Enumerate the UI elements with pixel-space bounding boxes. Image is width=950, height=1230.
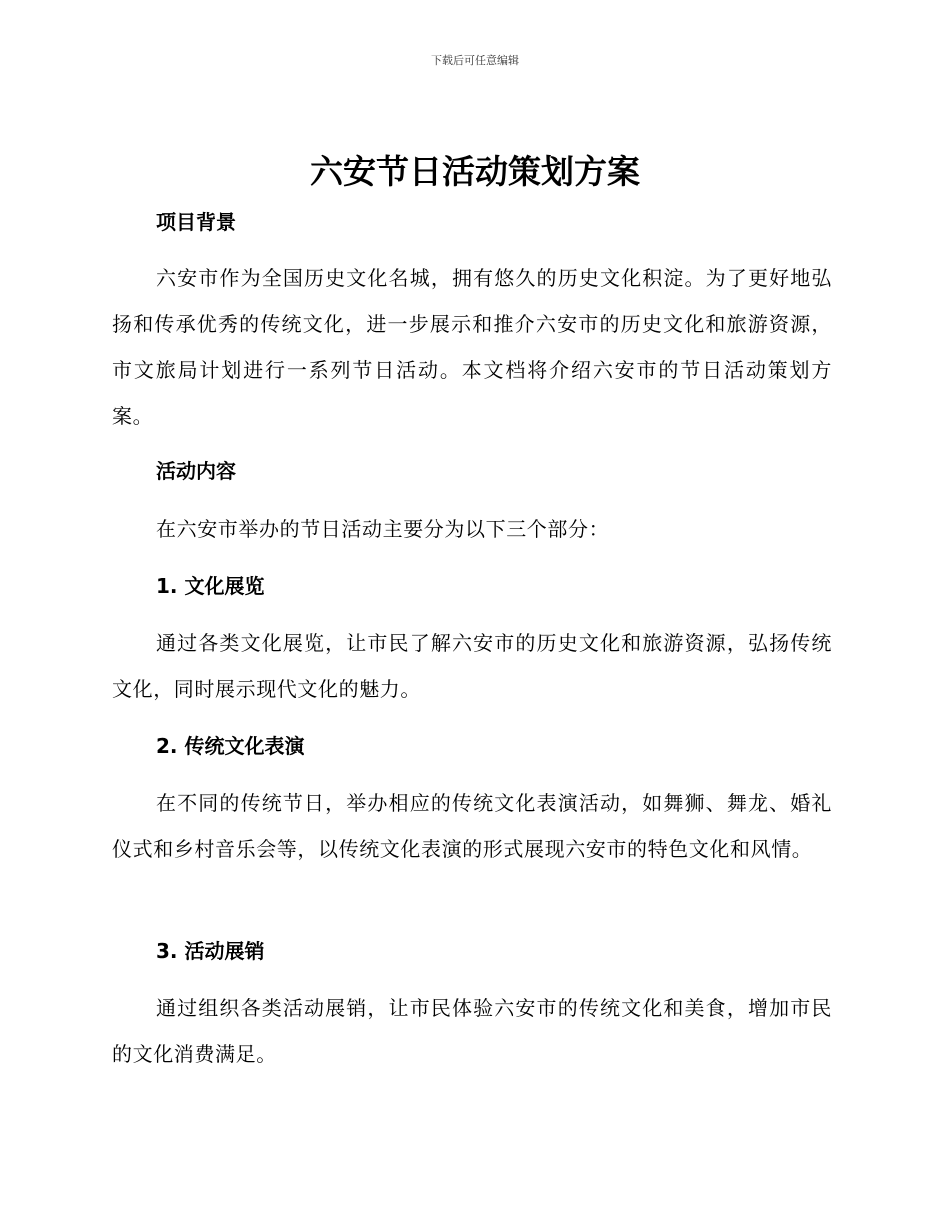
header-note: 下载后可任意编辑 bbox=[431, 54, 519, 67]
section-heading-part3: 3. 活动展销 bbox=[156, 939, 265, 963]
paragraph-part1: 通过各类文化展览，让市民了解六安市的历史文化和旅游资源，弘扬传统文化，同时展示现代文化的魅力。 bbox=[112, 631, 832, 701]
section-heading-background: 项目背景 bbox=[156, 210, 236, 234]
paragraph-content-intro: 在六安市举办的节日活动主要分为以下三个部分： bbox=[156, 517, 610, 541]
section-heading-content: 活动内容 bbox=[156, 459, 236, 483]
paragraph-part3: 通过组织各类活动展销，让市民体验六安市的传统文化和美食，增加市民的文化消费满足。 bbox=[112, 996, 832, 1066]
paragraph-background: 六安市作为全国历史文化名城，拥有悠久的历史文化积淀。为了更好地弘扬和传承优秀的传统文化，进一步展示和推介六安市的历史文化和旅游资源，市文旅局计划进行一系列节日活动。本文档将介绍六安市的节日活动策划方案。 bbox=[112, 266, 832, 428]
section-heading-part2: 2. 传统文化表演 bbox=[156, 734, 305, 758]
section-heading-part1: 1. 文化展览 bbox=[156, 574, 265, 598]
paragraph-part2: 在不同的传统节日，举办相应的传统文化表演活动，如舞狮、舞龙、婚礼仪式和乡村音乐会等，以传统文化表演的形式展现六安市的特色文化和风情。 bbox=[112, 791, 832, 861]
document-title: 六安节日活动策划方案 bbox=[310, 152, 640, 191]
